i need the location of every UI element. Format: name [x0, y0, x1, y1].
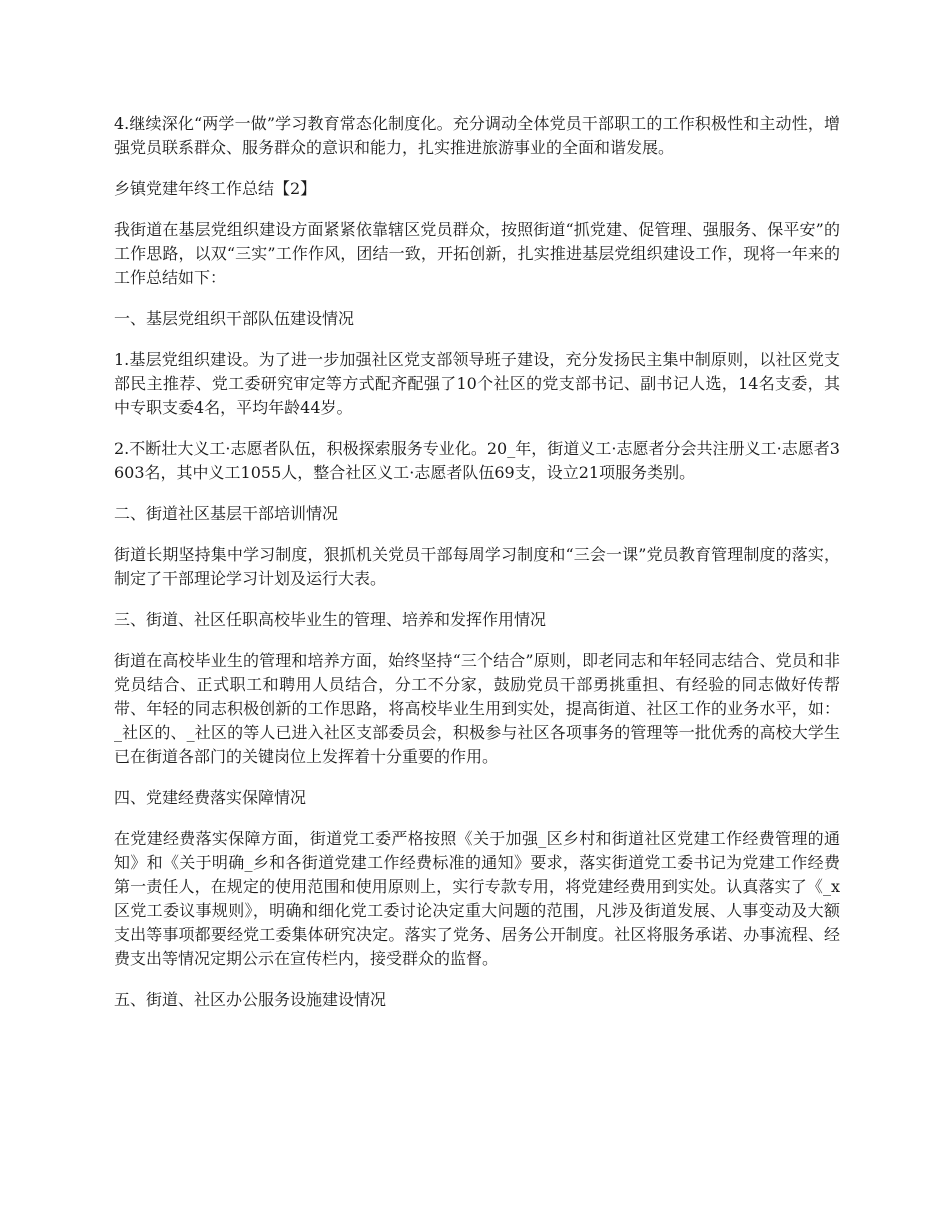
paragraph-training: 街道长期坚持集中学习制度，狠抓机关党员干部每周学习制度和“三会一课”党员教育管理制度的落实，制定了干部理论学习计划及运行大表。 — [114, 545, 840, 588]
paragraph-deepen-learning: 4.继续深化“两学一做”学习教育常态化制度化。充分调动全体党员干部职工的工作积极性和主动性，增强党员联系群众、服务群众的意识和能力，扎实推进旅游事业的全面和谐发展。 — [114, 114, 840, 157]
heading-section-3: 三、街道、社区任职高校毕业生的管理、培养和发挥作用情况 — [114, 610, 547, 629]
heading-section-4: 四、党建经费落实保障情况 — [114, 788, 307, 807]
heading-section-2: 二、街道社区基层干部培训情况 — [114, 504, 339, 523]
paragraph-intro: 我街道在基层党组织建设方面紧紧依靠辖区党员群众，按照街道“抓党建、促管理、强服务、保平安”的工作思路，以双“三实”工作作风，团结一致，开拓创新，扎实推进基层党组织建设工作，现将一年来的工作总结如下： — [114, 220, 840, 287]
section-title-summary-2: 乡镇党建年终工作总结【2】 — [114, 179, 317, 198]
paragraph-funding: 在党建经费落实保障方面，街道党工委严格按照《关于加强_区乡村和街道社区党建工作经费管理的通知》和《关于明确_乡和各街道党建工作经费标准的通知》要求，落实街道党工委书记为党建工作经费第一责任人，在规定的使用范围和使用原则上，实行专款专用，将党建经费用到实处。认真落实了《_x区党工委议事规则》，明确和细化党工委讨论决定重大问题的范围，凡涉及街道发展、人事变动及大额支出等事项都要经党工委集体研究决定。落实了党务、居务公开制度。社区将服务承诺、办事流程、经费支出等情况定期公示在宣传栏内，接受群众的监督。 — [114, 829, 840, 968]
paragraph-graduates: 街道在高校毕业生的管理和培养方面，始终坚持“三个结合”原则，即老同志和年轻同志结合、党员和非党员结合、正式职工和聘用人员结合，分工不分家，鼓励党员干部勇挑重担、有经验的同志做好传帮带、年轻的同志积极创新的工作思路，将高校毕业生用到实处，提高街道、社区工作的业务水平，如：_社区的、_社区的等人已进入社区支部委员会，积极参与社区各项事务的管理等一批优秀的高校大学生已在街道各部门的关键岗位上发挥着十分重要的作用。 — [114, 651, 840, 766]
document-page — [114, 112, 840, 1029]
paragraph-volunteers: 2.不断壮大义工·志愿者队伍，积极探索服务专业化。20_年，街道义工·志愿者分会共注册义工·志愿者3603名，其中义工1055人，整合社区义工·志愿者队伍69支，设立21项服务类别。 — [114, 439, 840, 482]
heading-section-5: 五、街道、社区办公服务设施建设情况 — [114, 990, 387, 1009]
paragraph-org-building: 1.基层党组织建设。为了进一步加强社区党支部领导班子建设，充分发扬民主集中制原则，以社区党支部民主推荐、党工委研究审定等方式配齐配强了10个社区的党支部书记、副书记人选，14名支委，其中专职支委4名，平均年龄44岁。 — [114, 350, 840, 417]
heading-section-1: 一、基层党组织干部队伍建设情况 — [114, 309, 355, 328]
